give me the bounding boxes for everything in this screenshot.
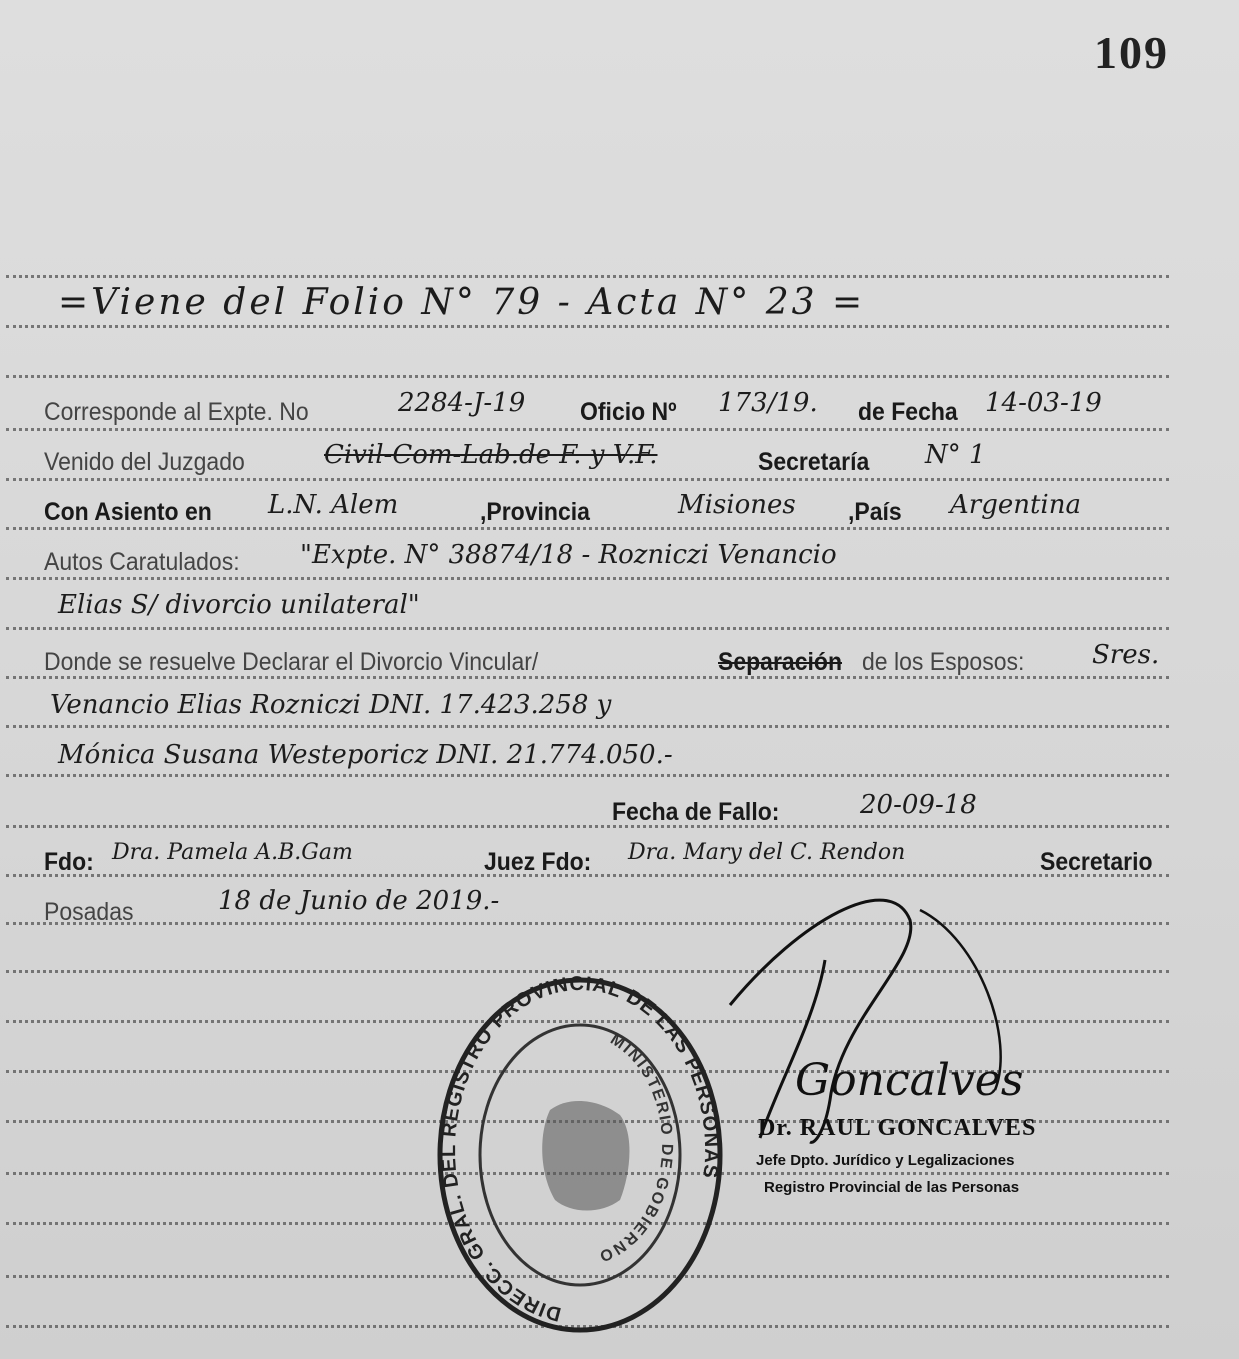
resuelve-struck: Separación xyxy=(718,648,842,676)
dotted-rule xyxy=(6,627,1169,630)
fallo-value: 20-09-18 xyxy=(860,790,977,820)
signature-stroke xyxy=(730,900,911,1142)
juez-label: Juez Fdo: xyxy=(484,848,592,876)
fdo-sec-value: Dra. Mary del C. Rendon xyxy=(628,840,906,865)
provincia-value: Misiones xyxy=(678,490,796,520)
seal-inner-text: MINISTERIO DE GOBIERNO xyxy=(595,1030,676,1266)
secretaria-label: Secretaría xyxy=(758,448,870,476)
dotted-rule xyxy=(6,527,1169,530)
dotted-rule xyxy=(6,725,1169,728)
seal-emblem xyxy=(542,1101,629,1211)
dotted-rule xyxy=(6,275,1169,278)
dotted-rule xyxy=(6,577,1169,580)
autos-label: Autos Caratulados: xyxy=(44,548,240,576)
signer-title-2: Registro Provincial de las Personas xyxy=(764,1179,1020,1196)
fecha-value: 14-03-19 xyxy=(985,388,1102,418)
pais-value: Argentina xyxy=(950,490,1081,520)
fallo-label: Fecha de Fallo: xyxy=(612,798,780,826)
dotted-rule xyxy=(6,375,1169,378)
fecha-label: de Fecha xyxy=(858,398,958,426)
autos-value-2: Elias S/ divorcio unilateral" xyxy=(58,590,420,620)
provincia-label: ,Provincia xyxy=(480,498,590,526)
dotted-rule xyxy=(6,428,1169,431)
fdo-juez-value: Dra. Pamela A.B.Gam xyxy=(112,840,353,865)
signature-script: Goncalves xyxy=(795,1055,1024,1106)
asiento-label: Con Asiento en xyxy=(44,498,212,526)
signer-title-1: Jefe Dpto. Jurídico y Legalizaciones xyxy=(756,1152,1015,1169)
secretario-label: Secretario xyxy=(1040,848,1153,876)
signer-name: Dr. RAUL GONCALVES xyxy=(758,1115,1037,1141)
handwritten-signature xyxy=(720,880,1050,1150)
fdo-label: Fdo: xyxy=(44,848,94,876)
dotted-rule xyxy=(6,774,1169,777)
pais-label: ,País xyxy=(848,498,902,526)
official-seal xyxy=(430,975,730,1345)
esposos-1: Sres. xyxy=(1092,640,1160,670)
oficio-value: 173/19. xyxy=(718,388,818,418)
heading-note: =Viene del Folio N° 79 - Acta N° 23 = xyxy=(58,282,866,323)
oficio-label: Oficio Nº xyxy=(580,398,677,426)
asiento-value: L.N. Alem xyxy=(268,490,399,520)
juzgado-value: Civil-Com-Lab.de F. y V.F. xyxy=(324,440,658,470)
juzgado-label: Venido del Juzgado xyxy=(44,448,245,476)
expte-value: 2284-J-19 xyxy=(398,388,526,418)
dotted-rule xyxy=(6,825,1169,828)
dotted-rule xyxy=(6,478,1169,481)
dotted-rule xyxy=(6,325,1169,328)
resuelve-label-2: de los Esposos: xyxy=(862,648,1025,676)
signature-stroke xyxy=(760,960,825,1138)
esposos-2: Venancio Elias Rozniczi DNI. 17.423.258 y xyxy=(50,690,612,720)
page-number: 109 xyxy=(1094,27,1169,78)
expte-label: Corresponde al Expte. No xyxy=(44,398,309,426)
secretaria-value: N° 1 xyxy=(925,440,986,470)
signature-block xyxy=(740,1115,1080,1196)
lugar-label: Posadas xyxy=(44,898,134,926)
seal-outer-text: DIRECC. GRAL. DEL REGISTRO PROVINCIAL DE LAS PERSONAS xyxy=(438,975,723,1326)
esposos-3: Mónica Susana Westeporicz DNI. 21.774.050.- xyxy=(58,740,673,770)
lugar-fecha-value: 18 de Junio de 2019.- xyxy=(218,886,500,916)
resuelve-label-1: Donde se resuelve Declarar el Divorcio Vincular/ xyxy=(44,648,539,676)
autos-value-1: "Expte. N° 38874/18 - Rozniczi Venancio xyxy=(300,540,837,570)
